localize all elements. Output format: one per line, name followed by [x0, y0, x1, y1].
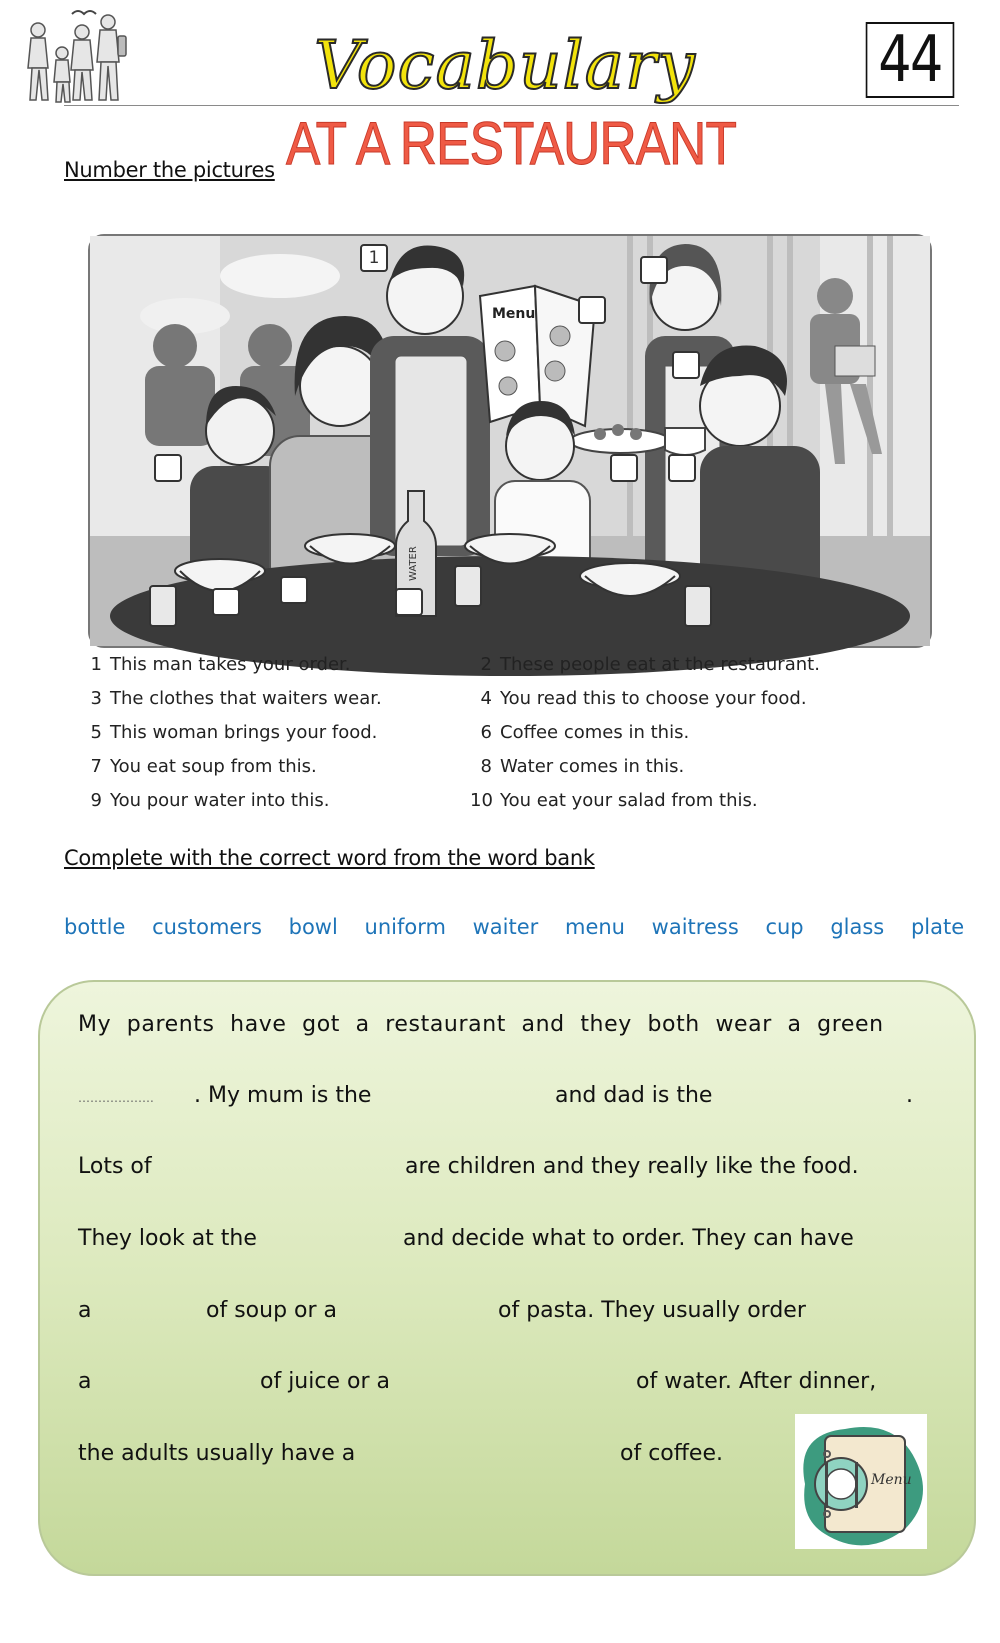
word-waitress: waitress	[651, 915, 739, 939]
number-box-plate[interactable]	[610, 454, 638, 482]
menu-icon-label: Menu	[871, 1472, 912, 1488]
clue-3: 3 The clothes that waiters wear.	[90, 688, 382, 709]
word-menu: menu	[564, 915, 625, 939]
clue-2: 2 These people eat at the restaurant.	[480, 654, 820, 675]
number-box-waitress[interactable]	[640, 256, 668, 284]
word-waiter: waiter	[472, 915, 539, 939]
clue-7: 7 You eat soup from this.	[90, 756, 317, 777]
story-line-3b: are children and they really like the food.	[405, 1154, 859, 1179]
word-uniform: uniform	[364, 915, 446, 939]
word-bottle: bottle	[64, 915, 126, 939]
svg-text:Vocabulary: Vocabulary	[314, 27, 696, 104]
vocabulary-title	[270, 14, 740, 114]
hikers-logo	[20, 8, 140, 108]
number-box-waiter[interactable]: 1	[360, 244, 388, 272]
number-box-menu[interactable]	[578, 296, 606, 324]
svg-text:AT A RESTAURANT: AT A RESTAURANT	[286, 110, 737, 177]
menu-label: Menu	[492, 306, 536, 322]
number-box-bottle[interactable]	[395, 588, 423, 616]
clue-6: 6 Coffee comes in this.	[480, 722, 690, 743]
word-glass: glass	[830, 915, 885, 939]
word-bank	[64, 915, 965, 949]
number-box-bowl[interactable]	[212, 588, 240, 616]
number-box-glass[interactable]	[280, 576, 308, 604]
story-line-6c: of water. After dinner,	[636, 1369, 877, 1394]
story-line-6b: of juice or a	[260, 1369, 390, 1394]
number-box-customers[interactable]	[154, 454, 182, 482]
number-pictures-heading: Number the pictures	[64, 158, 275, 182]
restaurant-subtitle	[276, 106, 746, 180]
clue-8: 8 Water comes in this.	[480, 756, 685, 777]
story-line-1: My parents have got a restaurant and they both wear a green	[78, 1012, 884, 1037]
story-line-5c: of pasta. They usually order	[498, 1298, 806, 1323]
story-line-5b: of soup or a	[206, 1298, 338, 1323]
story-line-3a: Lots of	[78, 1154, 152, 1179]
menu-notebook-icon	[795, 1414, 927, 1549]
story-line-2c: .	[906, 1083, 913, 1108]
story-line-6a: a	[78, 1369, 92, 1394]
story-line-2a: . My mum is the	[194, 1083, 372, 1108]
clue-4: 4 You read this to choose your food.	[480, 688, 807, 709]
blank-uniform[interactable]: ……………….	[78, 1091, 154, 1105]
word-customers: customers	[152, 915, 262, 939]
clue-10: 10 You eat your salad from this.	[470, 790, 758, 811]
word-plate: plate	[910, 915, 965, 939]
number-box-cup[interactable]	[668, 454, 696, 482]
restaurant-illustration	[88, 234, 932, 648]
clue-5: 5 This woman brings your food.	[90, 722, 378, 743]
word-bowl: bowl	[288, 915, 338, 939]
story-line-7b: of coffee.	[620, 1441, 723, 1466]
story-line-4a: They look at the	[78, 1226, 257, 1251]
number-box-uniform[interactable]	[672, 351, 700, 379]
complete-heading: Complete with the correct word from the word bank	[64, 846, 595, 870]
water-bottle-label: WATER	[408, 546, 419, 581]
page-number: 44	[866, 22, 955, 98]
clue-1: 1 This man takes your order.	[90, 654, 351, 675]
story-line-4b: and decide what to order. They can have	[403, 1226, 854, 1251]
story-line-2b: and dad is the	[555, 1083, 713, 1108]
restaurant-scene	[90, 236, 930, 646]
story-line-7a: the adults usually have a	[78, 1441, 356, 1466]
word-cup: cup	[765, 915, 804, 939]
story-line-5a: a	[78, 1298, 92, 1323]
clue-9: 9 You pour water into this.	[90, 790, 330, 811]
